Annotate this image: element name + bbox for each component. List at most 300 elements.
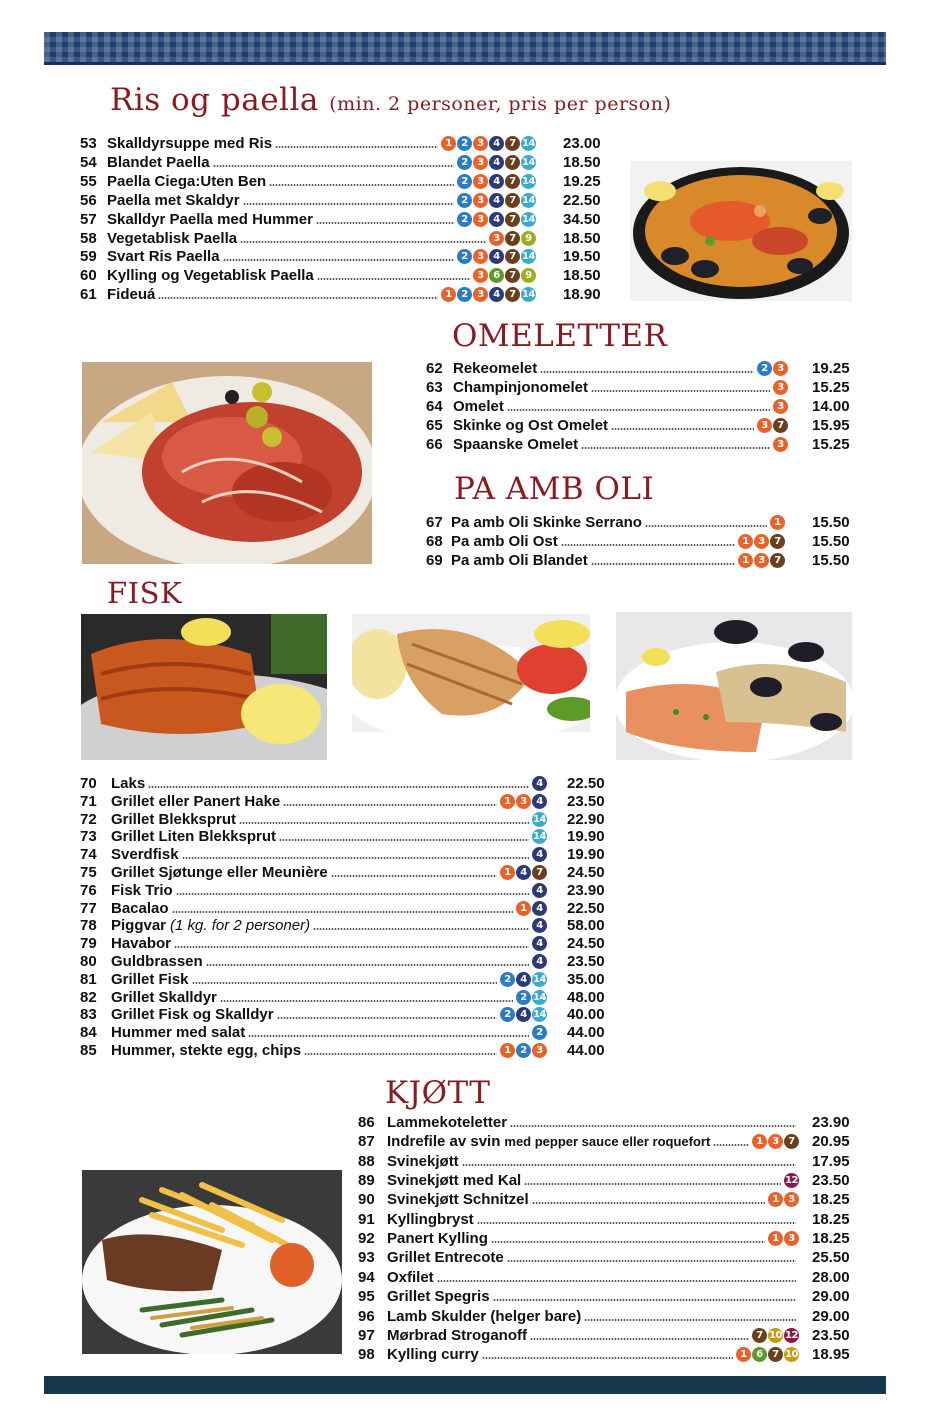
allergen-3-icon: 3 <box>773 361 788 376</box>
dot-leader <box>176 892 529 896</box>
dot-leader <box>561 543 735 547</box>
dot-leader <box>243 202 454 206</box>
menu-item-price: 35.00 <box>567 970 605 988</box>
menu-item-number: 59 <box>80 248 97 266</box>
menu-item-price: 15.50 <box>812 514 850 531</box>
dot-leader <box>532 1201 765 1205</box>
dot-leader <box>277 1016 497 1020</box>
dot-leader <box>510 1124 796 1128</box>
dot-leader <box>192 981 497 985</box>
menu-item-number: 89 <box>358 1172 375 1190</box>
menu-item-name: Hummer, stekte egg, chips <box>111 1042 302 1059</box>
allergen-4-icon: 4 <box>532 847 547 862</box>
dot-leader <box>239 821 529 825</box>
allergen-3-icon: 3 <box>757 418 772 433</box>
menu-item <box>80 266 536 285</box>
menu-item <box>80 916 547 935</box>
dot-leader <box>279 838 529 842</box>
allergen-3-icon: 3 <box>473 136 488 151</box>
menu-item <box>426 397 788 416</box>
menu-item <box>80 247 536 266</box>
menu-item-name: Omelet <box>453 398 504 416</box>
menu-item-name: Grillet Fisk <box>111 970 189 988</box>
fish-platter-photo <box>616 612 852 760</box>
menu-item-price: 15.25 <box>812 379 850 397</box>
menu-item-name: Grillet Sjøtunge eller Meunière <box>111 864 328 881</box>
allergen-list <box>773 399 788 414</box>
allergen-9-icon: 9 <box>521 231 536 246</box>
menu-item-name: Fisk Trio <box>111 881 173 899</box>
allergen-1-icon: 1 <box>738 534 753 549</box>
dot-leader <box>148 785 529 789</box>
allergen-4-icon: 4 <box>516 865 531 880</box>
dot-leader <box>477 1221 796 1225</box>
allergen-2-icon: 2 <box>457 212 472 227</box>
allergen-3-icon: 3 <box>473 174 488 189</box>
allergen-list <box>457 212 536 227</box>
menu-item-name: Grillet eller Panert Hake <box>111 792 281 810</box>
allergen-7-icon: 7 <box>773 418 788 433</box>
menu-item-number: 60 <box>80 267 97 285</box>
dot-leader <box>524 1182 781 1186</box>
allergen-list <box>532 936 547 951</box>
allergen-2-icon: 2 <box>457 155 472 170</box>
dot-leader <box>507 1259 796 1263</box>
allergen-14-icon: 14 <box>533 831 546 843</box>
menu-item <box>80 810 547 829</box>
dot-leader <box>645 524 767 528</box>
menu-item-name: Grillet Liten Blekksprut <box>111 828 277 846</box>
allergen-list <box>738 534 785 549</box>
allergen-list <box>500 1043 547 1058</box>
allergen-7-icon: 7 <box>532 865 547 880</box>
allergen-list <box>500 865 547 880</box>
menu-item-price: 20.95 <box>812 1133 850 1151</box>
dot-leader <box>507 408 770 412</box>
dot-leader <box>437 1279 796 1283</box>
allergen-3-icon: 3 <box>473 287 488 302</box>
menu-item <box>426 513 785 532</box>
menu-item <box>426 416 788 435</box>
menu-item-price: 29.00 <box>812 1288 850 1306</box>
allergen-list <box>516 901 547 916</box>
allergen-list <box>736 1347 799 1362</box>
dot-leader <box>248 1034 529 1038</box>
menu-item <box>80 899 547 918</box>
allergen-14-icon: 14 <box>522 289 535 301</box>
allergen-2-icon: 2 <box>757 361 772 376</box>
allergen-1-icon: 1 <box>738 553 753 568</box>
paella-subtitle: (min. 2 personer, pris per person) <box>329 93 672 115</box>
dot-leader <box>283 803 497 807</box>
dot-leader <box>316 221 454 225</box>
menu-item-name: Grillet Skalldyr <box>111 988 217 1006</box>
allergen-list <box>457 155 536 170</box>
menu-item <box>358 1132 799 1151</box>
menu-item-price: 18.50 <box>563 229 601 247</box>
menu-item-price: 48.00 <box>567 988 605 1006</box>
menu-item-number: 73 <box>80 828 97 846</box>
menu-item-price: 23.50 <box>812 1326 850 1344</box>
menu-item-name: Fideuá <box>107 286 156 304</box>
menu-item-price: 19.90 <box>567 846 605 864</box>
allergen-6-icon: 6 <box>752 1347 767 1362</box>
menu-item-price: 28.00 <box>812 1268 850 1286</box>
menu-item <box>80 229 536 248</box>
allergen-7-icon: 7 <box>505 155 520 170</box>
allergen-4-icon: 4 <box>532 776 547 791</box>
dot-leader <box>213 164 454 168</box>
allergen-9-icon: 9 <box>521 268 536 283</box>
allergen-3-icon: 3 <box>773 437 788 452</box>
menu-item-price: 23.90 <box>812 1114 850 1131</box>
menu-item-number: 68 <box>426 533 443 551</box>
dot-leader <box>304 1052 497 1056</box>
allergen-14-icon: 14 <box>522 138 535 149</box>
allergen-2-icon: 2 <box>500 1007 515 1022</box>
menu-item <box>80 153 536 172</box>
menu-item <box>358 1268 799 1287</box>
menu-item-number: 66 <box>426 436 443 454</box>
menu-item-number: 96 <box>358 1307 375 1325</box>
menu-item-number: 95 <box>358 1288 375 1306</box>
menu-item-number: 56 <box>80 191 97 209</box>
menu-item-name: Skalldyr Paella med Hummer <box>107 210 313 228</box>
dot-leader <box>493 1298 796 1302</box>
menu-item <box>426 532 785 551</box>
menu-item-number: 86 <box>358 1114 375 1131</box>
menu-item-number: 85 <box>80 1042 97 1059</box>
dot-leader <box>275 145 438 149</box>
menu-item <box>358 1345 799 1364</box>
dot-leader <box>172 910 513 914</box>
menu-item-name: Vegetablisk Paella <box>107 229 238 247</box>
allergen-2-icon: 2 <box>532 1025 547 1040</box>
menu-item-name: Kylling curry <box>387 1346 479 1364</box>
menu-item-price: 23.50 <box>567 792 605 810</box>
menu-item-name: Bacalao <box>111 899 169 917</box>
menu-item-price: 34.50 <box>563 210 601 228</box>
menu-item <box>80 845 547 864</box>
menu-item-name: Grillet Entrecote <box>387 1249 504 1267</box>
menu-item <box>358 1210 799 1229</box>
menu-item-number: 94 <box>358 1268 375 1286</box>
allergen-1-icon: 1 <box>768 1231 783 1246</box>
paella-heading <box>110 82 671 118</box>
menu-item-name: Mørbrad Stroganoff <box>387 1326 527 1344</box>
menu-item-name: Kyllingbryst <box>387 1210 474 1228</box>
menu-item-price: 24.50 <box>567 864 605 881</box>
dot-leader <box>313 927 529 931</box>
dot-leader <box>581 446 770 450</box>
menu-item-name: Guldbrassen <box>111 953 203 970</box>
dot-leader <box>331 874 497 878</box>
allergen-4-icon: 4 <box>532 901 547 916</box>
menu-item-price: 18.25 <box>812 1230 850 1248</box>
menu-item <box>80 827 547 846</box>
menu-item-name: Piggvar <box>111 917 167 935</box>
allergen-list <box>768 1231 799 1246</box>
menu-item-number: 87 <box>358 1133 375 1151</box>
menu-item-number: 57 <box>80 210 97 228</box>
allergen-1-icon: 1 <box>441 287 456 302</box>
dot-leader <box>591 562 735 566</box>
menu-item <box>80 774 547 793</box>
menu-item-price: 22.50 <box>567 899 605 917</box>
menu-item <box>358 1326 799 1345</box>
allergen-7-icon: 7 <box>505 174 520 189</box>
allergen-list <box>532 918 547 933</box>
fisk-heading: FISK <box>107 576 183 610</box>
allergen-list <box>500 1007 547 1022</box>
allergen-7-icon: 7 <box>770 534 785 549</box>
menu-item-number: 77 <box>80 899 97 917</box>
menu-item-name: Skinke og Ost Omelet <box>453 417 609 435</box>
allergen-3-icon: 3 <box>473 212 488 227</box>
menu-item-number: 93 <box>358 1249 375 1267</box>
menu-item <box>80 934 547 953</box>
allergen-list <box>752 1134 799 1149</box>
allergen-3-icon: 3 <box>489 231 504 246</box>
menu-item-price: 22.50 <box>563 191 601 209</box>
menu-item <box>426 551 785 570</box>
allergen-14-icon: 14 <box>522 175 535 187</box>
menu-item-number: 63 <box>426 379 443 397</box>
menu-item-name: Laks <box>111 775 146 792</box>
allergen-7-icon: 7 <box>770 553 785 568</box>
menu-item-name: Sverdfisk <box>111 846 179 864</box>
menu-item-number: 92 <box>358 1230 375 1248</box>
menu-item-number: 90 <box>358 1191 375 1209</box>
allergen-3-icon: 3 <box>532 1043 547 1058</box>
menu-item-number: 88 <box>358 1152 375 1170</box>
allergen-list <box>500 972 547 987</box>
allergen-4-icon: 4 <box>532 883 547 898</box>
allergen-14-icon: 14 <box>533 813 546 825</box>
allergen-1-icon: 1 <box>500 865 515 880</box>
menu-item-number: 62 <box>426 360 443 377</box>
menu-item-price: 18.90 <box>563 286 601 304</box>
dot-leader <box>462 1163 796 1167</box>
allergen-1-icon: 1 <box>500 794 515 809</box>
allergen-7-icon: 7 <box>505 268 520 283</box>
omeletter-heading: OMELETTER <box>452 318 668 354</box>
menu-item-name: Champinjonomelet <box>453 379 589 397</box>
menu-item-price: 18.25 <box>812 1210 850 1228</box>
allergen-2-icon: 2 <box>457 136 472 151</box>
allergen-3-icon: 3 <box>784 1231 799 1246</box>
allergen-list <box>738 553 785 568</box>
menu-item-name: Panert Kylling <box>387 1230 488 1248</box>
menu-item <box>80 210 536 229</box>
top-decorative-bar <box>44 32 886 65</box>
menu-item-number: 67 <box>426 514 443 531</box>
allergen-list <box>784 1173 799 1188</box>
allergen-list <box>773 380 788 395</box>
menu-item <box>358 1248 799 1267</box>
menu-item-price: 22.50 <box>567 775 605 792</box>
menu-item-number: 83 <box>80 1006 97 1024</box>
menu-item <box>80 792 547 811</box>
menu-item-number: 79 <box>80 935 97 953</box>
allergen-4-icon: 4 <box>532 954 547 969</box>
allergen-4-icon: 4 <box>489 212 504 227</box>
menu-item-name: Grillet Blekksprut <box>111 810 237 828</box>
allergen-list <box>441 136 536 151</box>
menu-item-price: 44.00 <box>567 1042 605 1059</box>
menu-item <box>80 1023 547 1042</box>
menu-item-note: med pepper sauce eller roquefort <box>504 1134 711 1150</box>
allergen-7-icon: 7 <box>505 231 520 246</box>
dot-leader <box>317 277 470 281</box>
menu-item-name: Grillet Fisk og Skalldyr <box>111 1006 274 1024</box>
allergen-10-icon: 10 <box>769 1329 782 1341</box>
allergen-list <box>516 990 547 1005</box>
allergen-3-icon: 3 <box>473 268 488 283</box>
allergen-10-icon: 10 <box>785 1349 798 1361</box>
menu-item-price: 23.90 <box>567 881 605 899</box>
allergen-list <box>532 954 547 969</box>
allergen-list <box>473 268 536 283</box>
menu-item-number: 58 <box>80 229 97 247</box>
menu-item-price: 23.00 <box>563 135 601 152</box>
allergen-3-icon: 3 <box>784 1192 799 1207</box>
menu-item-number: 82 <box>80 988 97 1006</box>
dot-leader <box>269 183 454 187</box>
allergen-1-icon: 1 <box>500 1043 515 1058</box>
menu-item-name: Svart Ris Paella <box>107 248 220 266</box>
allergen-4-icon: 4 <box>532 794 547 809</box>
menu-item-name: Svinekjøtt Schnitzel <box>387 1191 529 1209</box>
dot-leader <box>158 296 438 300</box>
menu-item-number: 80 <box>80 953 97 970</box>
allergen-3-icon: 3 <box>473 193 488 208</box>
menu-item-number: 71 <box>80 792 97 810</box>
menu-item-number: 55 <box>80 172 97 190</box>
menu-item-number: 97 <box>358 1326 375 1344</box>
menu-item-price: 25.50 <box>812 1249 850 1267</box>
allergen-4-icon: 4 <box>489 193 504 208</box>
allergen-2-icon: 2 <box>457 193 472 208</box>
menu-item-price: 18.95 <box>812 1346 850 1364</box>
menu-item <box>80 881 547 900</box>
steak-fries-photo <box>82 1170 342 1354</box>
dot-leader <box>611 427 754 431</box>
allergen-14-icon: 14 <box>522 156 535 168</box>
serrano-ham-photo <box>82 362 372 564</box>
menu-item <box>80 1005 547 1024</box>
menu-item-price: 18.25 <box>812 1191 850 1209</box>
allergen-1-icon: 1 <box>516 901 531 916</box>
dot-leader <box>182 856 529 860</box>
menu-item <box>358 1171 799 1190</box>
menu-item-price: 58.00 <box>567 917 605 935</box>
menu-item-price: 23.50 <box>812 1172 850 1190</box>
menu-item <box>80 191 536 210</box>
menu-item-name: Lammekoteletter <box>387 1114 508 1131</box>
allergen-2-icon: 2 <box>516 1043 531 1058</box>
menu-item-price: 22.90 <box>567 810 605 828</box>
menu-item <box>358 1152 799 1171</box>
allergen-4-icon: 4 <box>489 287 504 302</box>
allergen-list <box>770 515 785 530</box>
menu-item <box>426 378 788 397</box>
menu-item-number: 91 <box>358 1210 375 1228</box>
menu-item-price: 17.95 <box>812 1152 850 1170</box>
menu-item-name: Blandet Paella <box>107 153 210 171</box>
menu-item-number: 61 <box>80 286 97 304</box>
allergen-7-icon: 7 <box>505 287 520 302</box>
allergen-7-icon: 7 <box>505 249 520 264</box>
dot-leader <box>584 1318 796 1322</box>
allergen-4-icon: 4 <box>489 155 504 170</box>
menu-item-number: 70 <box>80 775 97 792</box>
menu-item <box>80 988 547 1007</box>
allergen-3-icon: 3 <box>754 534 769 549</box>
allergen-list <box>457 174 536 189</box>
menu-item-number: 75 <box>80 864 97 881</box>
menu-item-number: 74 <box>80 846 97 864</box>
menu-item-name: Rekeomelet <box>453 360 538 377</box>
allergen-2-icon: 2 <box>457 287 472 302</box>
menu-item-number: 81 <box>80 970 97 988</box>
menu-item-name: Oxfilet <box>387 1268 434 1286</box>
dot-leader <box>223 258 454 262</box>
allergen-1-icon: 1 <box>752 1134 767 1149</box>
dot-leader <box>174 945 529 949</box>
menu-item-name: Svinekjøtt <box>387 1152 459 1170</box>
menu-item-price: 19.25 <box>563 172 601 190</box>
menu-item-price: 15.95 <box>812 417 850 435</box>
allergen-3-icon: 3 <box>773 399 788 414</box>
menu-item-number: 53 <box>80 135 97 152</box>
menu-item-price: 14.00 <box>812 398 850 416</box>
allergen-4-icon: 4 <box>489 249 504 264</box>
menu-item-name: Paella met Skaldyr <box>107 191 240 209</box>
menu-item-price: 19.90 <box>567 828 605 846</box>
bottom-decorative-bar <box>44 1376 886 1394</box>
menu-item-number: 78 <box>80 917 97 935</box>
menu-item-price: 18.50 <box>563 267 601 285</box>
allergen-4-icon: 4 <box>516 1007 531 1022</box>
allergen-7-icon: 7 <box>784 1134 799 1149</box>
menu-item-number: 84 <box>80 1024 97 1042</box>
menu-item-price: 18.50 <box>563 153 601 171</box>
allergen-list <box>457 193 536 208</box>
menu-item <box>358 1190 799 1209</box>
menu-item <box>80 285 536 304</box>
dot-leader <box>206 963 529 967</box>
allergen-2-icon: 2 <box>516 990 531 1005</box>
allergen-14-icon: 14 <box>533 1009 546 1021</box>
grilled-sole-photo <box>352 614 590 732</box>
menu-item-number: 76 <box>80 881 97 899</box>
menu-item-price: 29.00 <box>812 1307 850 1325</box>
menu-item <box>80 952 547 971</box>
menu-item-number: 72 <box>80 810 97 828</box>
paella-pan-photo <box>630 161 852 301</box>
kjott-heading: KJØTT <box>385 1075 491 1111</box>
allergen-list <box>500 794 547 809</box>
allergen-7-icon: 7 <box>752 1328 767 1343</box>
allergen-2-icon: 2 <box>457 249 472 264</box>
allergen-1-icon: 1 <box>770 515 785 530</box>
allergen-7-icon: 7 <box>505 212 520 227</box>
menu-item-number: 65 <box>426 417 443 435</box>
menu-item-price: 15.50 <box>812 552 850 570</box>
allergen-3-icon: 3 <box>768 1134 783 1149</box>
menu-item-number: 64 <box>426 398 443 416</box>
